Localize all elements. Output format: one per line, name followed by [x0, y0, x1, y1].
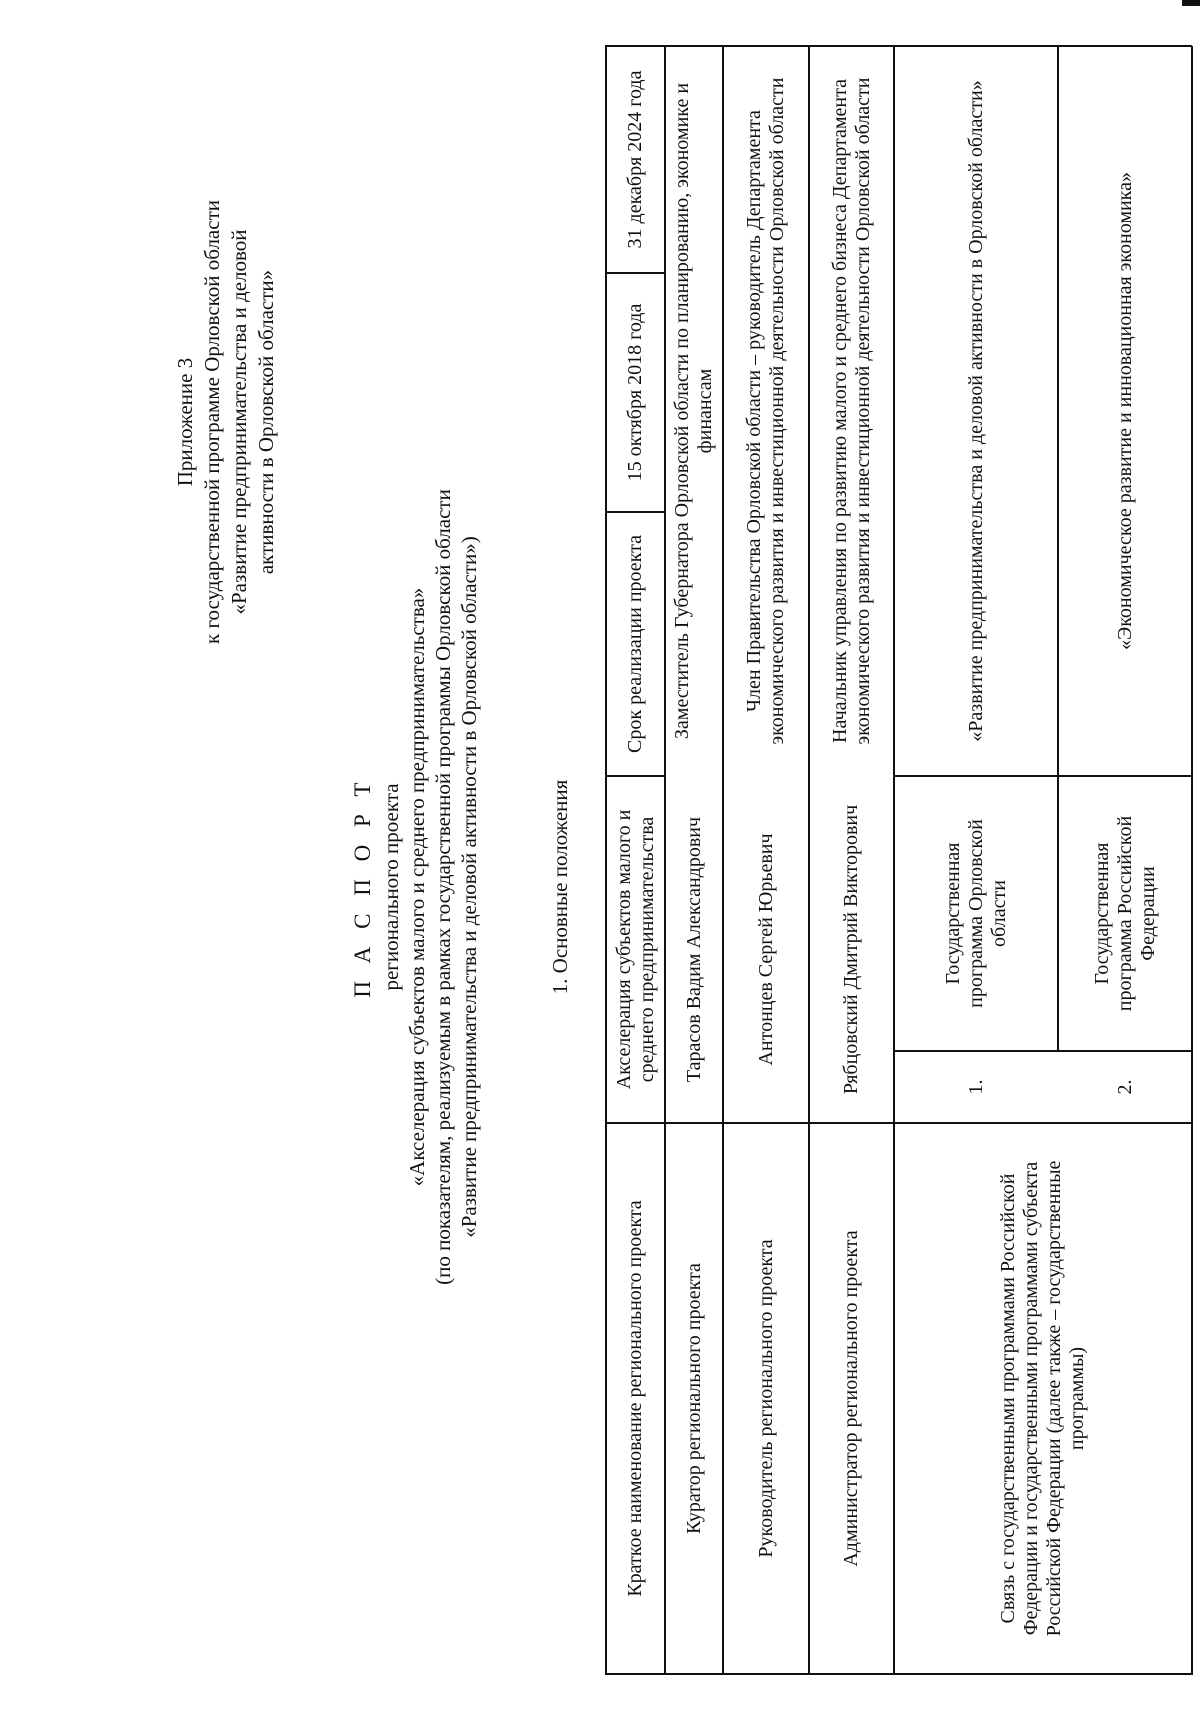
program-2-number: 2. — [1113, 1079, 1136, 1095]
admin-name: Рябцовский Дмитрий Викторович — [840, 804, 862, 1095]
subtitle-line-2: «Акселерация субъектов малого и среднего предпринимательства» — [405, 587, 429, 1187]
row-short-name-label: Краткое наименование регионального проекта — [624, 1200, 646, 1597]
appendix-line-1: Приложение 3 — [173, 357, 197, 487]
col-sep-start — [605, 273, 665, 275]
program-1-type: Государственная программа Орловской области — [941, 819, 1010, 1008]
program-link-label: Связь с государственными программами Российской Федерации и государственными программами субъекта Российской Федерации (далее также – государственные программы) — [997, 1160, 1088, 1637]
head-name: Антонцев Сергей Юрьевич — [754, 833, 777, 1066]
passport-title: П А С П О Р Т — [350, 776, 375, 998]
program-1-name: «Развитие предпринимательства и деловой активности в Орловской области» — [964, 80, 987, 742]
program-1-number: 1. — [964, 1079, 987, 1095]
table-border-right — [605, 46, 1192, 48]
head-position: Член Правительства Орловской области – руководитель Департамента экономического развития и инвестиционной деятельности Орловской области — [743, 77, 788, 745]
head-label: Руководитель регионального проекта — [754, 1239, 777, 1558]
subtitle-line-4: «Развитие предпринимательства и деловой активности в Орловской области») — [457, 536, 481, 1238]
subtitle-line-3: (по показателям, реализуемым в рамках государственной программы Орловской области — [431, 489, 455, 1285]
program-2-name: «Экономическое развитие и инновационная экономика» — [1113, 172, 1136, 650]
start-date: 15 октября 2018 года — [624, 303, 646, 482]
curator-name: Тарасов Вадим Александрович — [682, 816, 705, 1083]
appendix-line-3: «Развитие предпринимательства и деловой — [227, 229, 251, 615]
row-short-name-value: Акселерация субъектов малого и среднего предпринимательства — [612, 809, 658, 1090]
table-border-left — [605, 1674, 1192, 1676]
program-2-type: Государственная программа Российской Федерации — [1090, 815, 1159, 1012]
col-sep-program-type — [893, 776, 1192, 778]
curator-label: Куратор регионального проекта — [682, 1263, 705, 1534]
col-sep-value — [605, 776, 665, 778]
appendix-line-2: к государственной программе Орловской области — [200, 200, 224, 644]
col-sep-label — [605, 1123, 1192, 1125]
appendix-line-4: активности в Орловской области» — [254, 269, 278, 575]
admin-position: Начальник управления по развитию малого и среднего бизнеса Департамента экономического развития и инвестиционной деятельности Орловской области — [828, 77, 874, 745]
period-label: Срок реализации проекта — [624, 535, 646, 753]
col-sep-period — [605, 512, 665, 514]
col-sep-num — [893, 1051, 1192, 1053]
section-title: 1. Основные положения — [548, 779, 572, 995]
admin-label: Администратор регионального проекта — [840, 1230, 862, 1567]
table-border-bottom — [1191, 46, 1193, 1675]
subtitle-line-1: регионального проекта — [379, 783, 403, 991]
curator-position: Заместитель Губернатора Орловской области по планированию, экономике и финансам — [671, 82, 716, 740]
end-date: 31 декабря 2024 года — [624, 70, 646, 249]
